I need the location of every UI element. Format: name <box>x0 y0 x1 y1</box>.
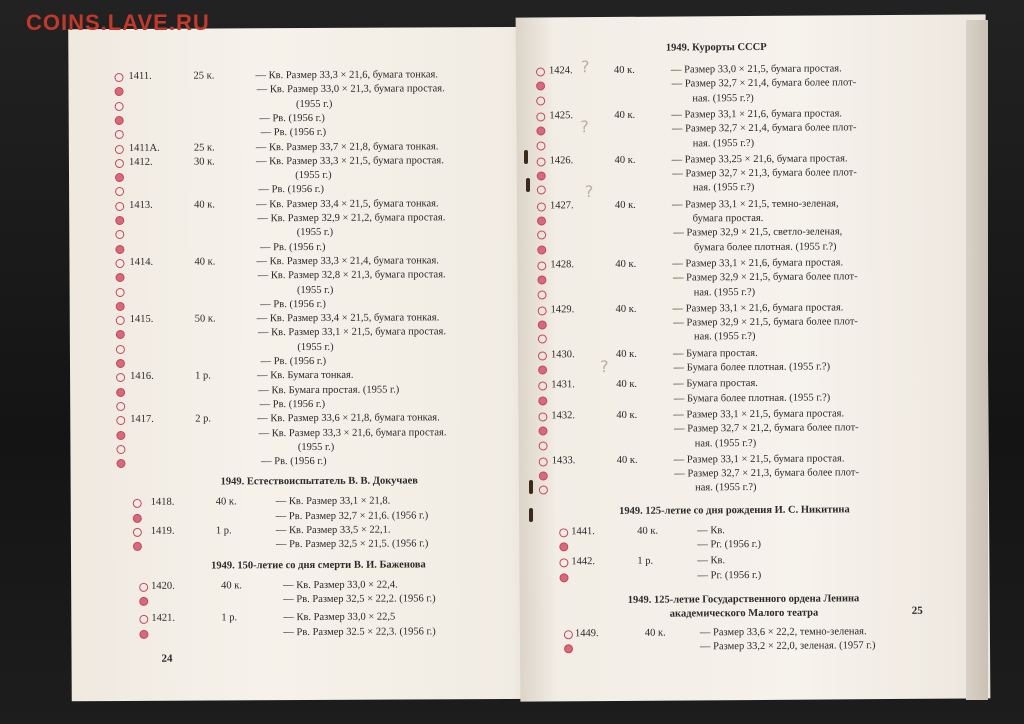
entry-description: — Кв. Размер 33,3 × 21,6, бумага тонкая. <box>255 69 438 82</box>
pencil-mark-circle <box>115 187 124 196</box>
entry-description: — Размер 33,2 × 22,0, зеленая. (1957 г.) <box>699 639 876 653</box>
pencil-mark-circle <box>115 245 124 254</box>
staple <box>526 178 530 192</box>
entry-number: 1426. <box>549 155 574 167</box>
entry-number: 1413. <box>129 199 153 211</box>
entry-value: 25 к. <box>193 141 215 154</box>
pencil-mark-circle <box>116 330 125 339</box>
entry-value: 40 к. <box>614 154 636 166</box>
entry-description: — Размер 32,7 × 21,4, бумага более плот- <box>671 77 857 90</box>
entry-description: — Кв. <box>697 555 726 567</box>
right-page <box>516 14 991 701</box>
entry-description: — Кв. Размер 33,1 × 21,5, бумага простая. <box>257 326 447 339</box>
entry-number: 1418. <box>150 497 175 509</box>
entry-value: 40 к. <box>194 199 216 211</box>
entry-description: — Размер 33,1 × 21,5, бумага простая. <box>673 453 845 466</box>
section-heading: 1949. 125-летие со дня рождения И. С. Никитина <box>619 504 850 517</box>
entry-description: ная. (1955 г.?) <box>694 331 756 343</box>
pencil-mark-circle <box>537 245 546 254</box>
pencil-mark-circle <box>537 231 546 240</box>
entry-number: 1421. <box>151 612 175 625</box>
entry-description: ная. (1955 г.?) <box>693 286 756 298</box>
entry-description: — Рв. (1956 г.) <box>260 355 327 368</box>
entry-number: 1427. <box>549 199 574 212</box>
pencil-mark-circle <box>538 321 547 330</box>
pencil-mark-circle <box>115 159 124 168</box>
pencil-mark-circle <box>537 216 546 225</box>
pencil-mark-circle <box>538 335 547 344</box>
entry-number: 1428. <box>550 259 575 271</box>
pencil-mark-circle <box>564 644 573 653</box>
pencil-mark-circle <box>559 573 568 582</box>
pencil-mark-circle <box>115 116 124 125</box>
entry-description: — Кв. Размер 33,7 × 21,8, бумага тонкая. <box>255 140 439 153</box>
pencil-mark-circle <box>537 172 546 181</box>
entry-description: — Кв. Размер 33,3 × 21,6, бумага простая. <box>258 426 447 439</box>
entry-description: — Рв. (1956 г.) <box>260 127 327 139</box>
entry-value: 40 к. <box>194 256 216 268</box>
entry-description: — Кв. Размер 33,3 × 21,5, бумага простая. <box>255 155 444 168</box>
entry-description: (1955 г.) <box>296 98 333 110</box>
page-number: 25 <box>911 604 923 617</box>
entry-value: 40 к. <box>613 64 635 76</box>
pencil-mark-circle <box>116 373 125 382</box>
entry-description: — Рв. (1956 г.) <box>260 298 326 311</box>
pencil-mark-circle <box>115 216 124 225</box>
section-heading: 1949. 125-летие Государственного ордена Ленина <box>627 593 860 606</box>
entry-value: 40 к. <box>614 109 636 121</box>
entry-description: — Кв. Размер 33,4 × 21,5, бумага тонкая. <box>256 198 439 210</box>
pencil-question-mark: ? <box>580 57 590 77</box>
pencil-mark-circle <box>133 542 142 551</box>
pencil-mark-circle <box>114 73 123 82</box>
staple <box>529 508 533 522</box>
entry-description: — Рг. (1956 г.) <box>697 538 762 551</box>
pencil-mark-circle <box>539 472 548 481</box>
pencil-mark-circle <box>115 202 124 211</box>
entry-description: (1955 г.) <box>295 169 332 182</box>
pencil-mark-circle <box>115 144 124 153</box>
entry-description: — Размер 33,1 × 21,6, бумага простая. <box>671 108 843 121</box>
entry-value: 40 к. <box>614 199 636 211</box>
entry-number: 1449. <box>574 627 599 639</box>
pencil-question-mark: ? <box>580 117 589 137</box>
pencil-mark-circle <box>116 287 125 296</box>
pencil-mark-circle <box>139 582 148 591</box>
pencil-mark-circle <box>536 96 545 105</box>
page-number: 24 <box>161 652 173 665</box>
pencil-mark-circle <box>537 157 546 166</box>
entry-number: 1425. <box>549 110 573 122</box>
entry-number: 1419. <box>150 525 175 537</box>
entry-value: 25 к. <box>193 70 215 82</box>
pencil-mark-circle <box>116 416 125 425</box>
page-edge <box>966 20 988 700</box>
pencil-mark-circle <box>538 351 547 360</box>
pencil-mark-circle <box>133 528 142 537</box>
entry-description: (1955 г.) <box>297 441 335 453</box>
entry-description: ная. (1955 г.?) <box>692 137 755 149</box>
pencil-mark-circle <box>115 259 124 268</box>
entry-value: 40 к. <box>616 454 638 466</box>
entry-number: 1414. <box>129 256 154 268</box>
entry-number: 1430. <box>550 348 575 361</box>
pencil-mark-circle <box>559 528 568 537</box>
entry-description: — Кв. Бумага тонкая. <box>257 370 354 382</box>
entry-number: 1416. <box>130 371 154 383</box>
entry-description: — Рв. (1956 г.) <box>259 398 326 411</box>
pencil-mark-circle <box>538 382 547 391</box>
entry-description: — Рв. Размер 32.5 × 22,3. (1956 г.) <box>283 625 436 638</box>
pencil-mark-circle <box>139 597 148 606</box>
pencil-mark-circle <box>564 630 573 639</box>
pencil-mark-circle <box>538 412 547 421</box>
entry-number: 1411А. <box>128 142 160 154</box>
entry-number: 1433. <box>551 455 576 467</box>
entry-description: — Размер 33,25 × 21,6, бумага простая. <box>671 153 848 166</box>
entry-description: (1955 г.) <box>296 284 334 296</box>
entry-value: 1 р. <box>637 555 654 568</box>
entry-description: — Размер 33,6 × 22,2, темно-зеленая. <box>699 625 867 638</box>
entry-description: — Кв. Бумага простая. (1955 г.) <box>258 384 400 396</box>
entry-description: — Размер 32,9 × 21,5, бумага более плот- <box>672 271 858 284</box>
entry-value: 40 к. <box>221 579 243 592</box>
pencil-mark-circle <box>116 359 125 368</box>
pencil-mark-circle <box>559 542 568 551</box>
entry-value: 40 к. <box>616 409 638 421</box>
pencil-mark-circle <box>536 127 545 136</box>
pencil-mark-circle <box>539 486 548 495</box>
entry-value: 30 к. <box>193 156 215 168</box>
entry-value: 40 к. <box>644 627 666 639</box>
entry-number: 1420. <box>151 580 175 592</box>
pencil-mark-circle <box>536 67 545 76</box>
pencil-mark-circle <box>139 629 148 638</box>
pencil-mark-circle <box>538 427 547 436</box>
entry-description: — Размер 33,1 × 21,5, темно-зеленая, <box>671 198 839 211</box>
entry-description: — Кв. <box>697 524 725 537</box>
entry-description: — Размер 33,1 × 21,6, бумага простая. <box>672 302 844 315</box>
entry-number: 1432. <box>551 410 576 422</box>
pencil-mark-circle <box>115 87 124 96</box>
entry-description: — Рв. (1956 г.) <box>259 241 326 253</box>
pencil-mark-circle <box>133 514 142 523</box>
entry-description: — Кв. Размер 33,0 × 22,4. <box>283 579 398 591</box>
pencil-mark-circle <box>539 457 548 466</box>
pencil-mark-circle <box>139 615 148 624</box>
entry-description: — Бумага более плотная. (1955 г.?) <box>673 361 831 374</box>
entry-value: 1 р. <box>215 525 232 537</box>
staple <box>529 480 533 494</box>
entry-description: — Бумага простая. <box>672 347 758 360</box>
entry-value: 50 к. <box>194 313 216 325</box>
entry-description: — Кв. Размер 33,1 × 21,8. <box>275 495 391 508</box>
entry-value: 40 к. <box>615 348 637 360</box>
entry-description: — Размер 33,1 × 21,6, бумага простая. <box>672 257 844 270</box>
pencil-mark-circle <box>115 130 124 139</box>
entry-value: 40 к. <box>615 303 637 315</box>
entry-description: — Рв. Размер 32,7 × 21,6. (1956 г.) <box>275 510 429 522</box>
pencil-mark-circle <box>537 261 546 270</box>
entry-description: — Рг. (1956 г.) <box>697 569 762 581</box>
entry-value: 40 к. <box>616 379 638 391</box>
entry-description: — Размер 32,7 × 21,4, бумага более плот- <box>671 122 857 135</box>
entry-value: 40 к. <box>215 496 237 508</box>
entry-description: — Размер 32,9 × 21,5, бумага более плот- <box>673 316 858 329</box>
pencil-mark-circle <box>539 441 548 450</box>
pencil-mark-circle <box>538 290 547 299</box>
entry-value: 1 р. <box>221 612 238 624</box>
entry-description: — Бумага простая. <box>673 378 758 390</box>
entry-description: — Размер 33,1 × 21,5, бумага простая. <box>673 408 845 421</box>
pencil-mark-circle <box>537 202 546 211</box>
entry-description: — Размер 32,9 × 21,5, светло-зеленая, <box>673 226 843 239</box>
pencil-question-mark: ? <box>584 182 594 202</box>
pencil-question-mark: ? <box>599 357 609 377</box>
entry-number: 1411. <box>128 70 152 82</box>
entry-description: (1955 г.) <box>296 227 334 239</box>
pencil-mark-circle <box>116 459 125 468</box>
pencil-mark-circle <box>115 102 124 111</box>
entry-number: 1429. <box>550 304 575 316</box>
pencil-mark-circle <box>537 276 546 285</box>
entry-description: (1955 г.) <box>297 341 334 353</box>
entry-description: — Кв. Размер 32,9 × 21,2, бумага простая. <box>257 212 446 225</box>
pencil-mark-circle <box>536 82 545 91</box>
pencil-mark-circle <box>537 186 546 195</box>
entry-description: — Рв. Размер 32,5 × 22,2. (1956 г.) <box>283 593 436 606</box>
entry-description: — Кв. Размер 32,8 × 21,3, бумага простая. <box>257 269 446 282</box>
pencil-mark-circle <box>115 230 124 239</box>
entry-description: — Рв. (1956 г.) <box>258 184 325 196</box>
entry-description: ная. (1955 г.?) <box>692 182 755 194</box>
staple <box>524 150 528 164</box>
watermark: COINS.LAVE.RU <box>26 10 210 35</box>
pencil-mark-circle <box>116 402 125 411</box>
entry-description: бумага простая. <box>692 212 764 225</box>
pencil-mark-circle <box>116 302 125 311</box>
entry-description: — Размер 32,7 × 21,3, бумага более плот- <box>672 167 857 180</box>
pencil-mark-circle <box>538 306 547 315</box>
entry-number: 1442. <box>571 556 596 568</box>
entry-description: бумага более плотная. (1955 г.?) <box>693 241 837 254</box>
section-heading: 1949. Курорты СССР <box>665 41 767 54</box>
entry-value: 2 р. <box>195 413 212 425</box>
entry-description: ная. (1955 г.?) <box>694 437 757 449</box>
entry-number: 1431. <box>551 379 575 391</box>
entry-value: 40 к. <box>615 258 637 270</box>
entry-description: — Кв. Размер 33,6 × 21,8, бумага тонкая. <box>257 412 440 425</box>
pencil-mark-circle <box>538 365 547 374</box>
entry-description: — Размер 32,7 × 21,3, бумага более плот- <box>674 467 859 480</box>
entry-description: — Бумага более плотная. (1955 г.?) <box>673 392 831 405</box>
entry-description: — Кв. Размер 33,3 × 21,4, бумага тонкая. <box>256 255 439 268</box>
pencil-mark-circle <box>116 316 125 325</box>
entry-description: — Рв. (1956 г.) <box>259 112 325 125</box>
pencil-mark-circle <box>116 388 125 397</box>
entry-value: 1 р. <box>195 370 211 382</box>
entry-description: ная. (1955 г.?) <box>692 92 754 105</box>
entry-value: 40 к. <box>637 525 659 537</box>
pencil-mark-circle <box>116 430 125 439</box>
left-page <box>68 27 550 701</box>
entry-description: — Кв. Размер 33,4 × 21,5, бумага тонкая. <box>256 312 440 325</box>
entry-number: 1415. <box>129 313 154 326</box>
pencil-mark-circle <box>116 445 125 454</box>
pencil-mark-circle <box>538 396 547 405</box>
section-heading: 1949. Естествоиспытатель В. В. Докучаев <box>220 475 418 488</box>
entry-description: — Размер 32,7 × 21,2, бумага более плот- <box>674 422 859 435</box>
entry-number: 1441. <box>571 525 595 537</box>
entry-number: 1424. <box>548 65 573 77</box>
pencil-mark-circle <box>133 499 142 508</box>
pencil-mark-circle <box>536 141 545 150</box>
entry-number: 1412. <box>128 156 153 168</box>
entry-description: — Кв. Размер 33,5 × 22,1. <box>275 524 391 537</box>
entry-description: — Кв. Размер 33,0 × 22,5 <box>283 611 396 624</box>
pencil-mark-circle <box>116 273 125 282</box>
pencil-mark-circle <box>559 559 568 568</box>
pencil-mark-circle <box>536 112 545 121</box>
section-heading: академического Малого театра <box>669 607 819 620</box>
entry-description: — Рв. Размер 32,5 × 21,5. (1956 г.) <box>275 538 429 551</box>
entry-number: 1417. <box>130 414 154 426</box>
entry-description: — Кв. Размер 33,0 × 21,3, бумага простая. <box>256 83 445 96</box>
pencil-mark-circle <box>116 345 125 354</box>
pencil-mark-circle <box>115 173 124 182</box>
entry-description: — Размер 33,0 × 21,5, бумага простая. <box>670 63 842 76</box>
entry-description: ная. (1955 г.?) <box>695 482 757 494</box>
section-heading: 1949. 150-летие со дня смерти В. И. Баженова <box>211 558 426 572</box>
entry-description: — Рв. (1956 г.) <box>261 456 327 468</box>
